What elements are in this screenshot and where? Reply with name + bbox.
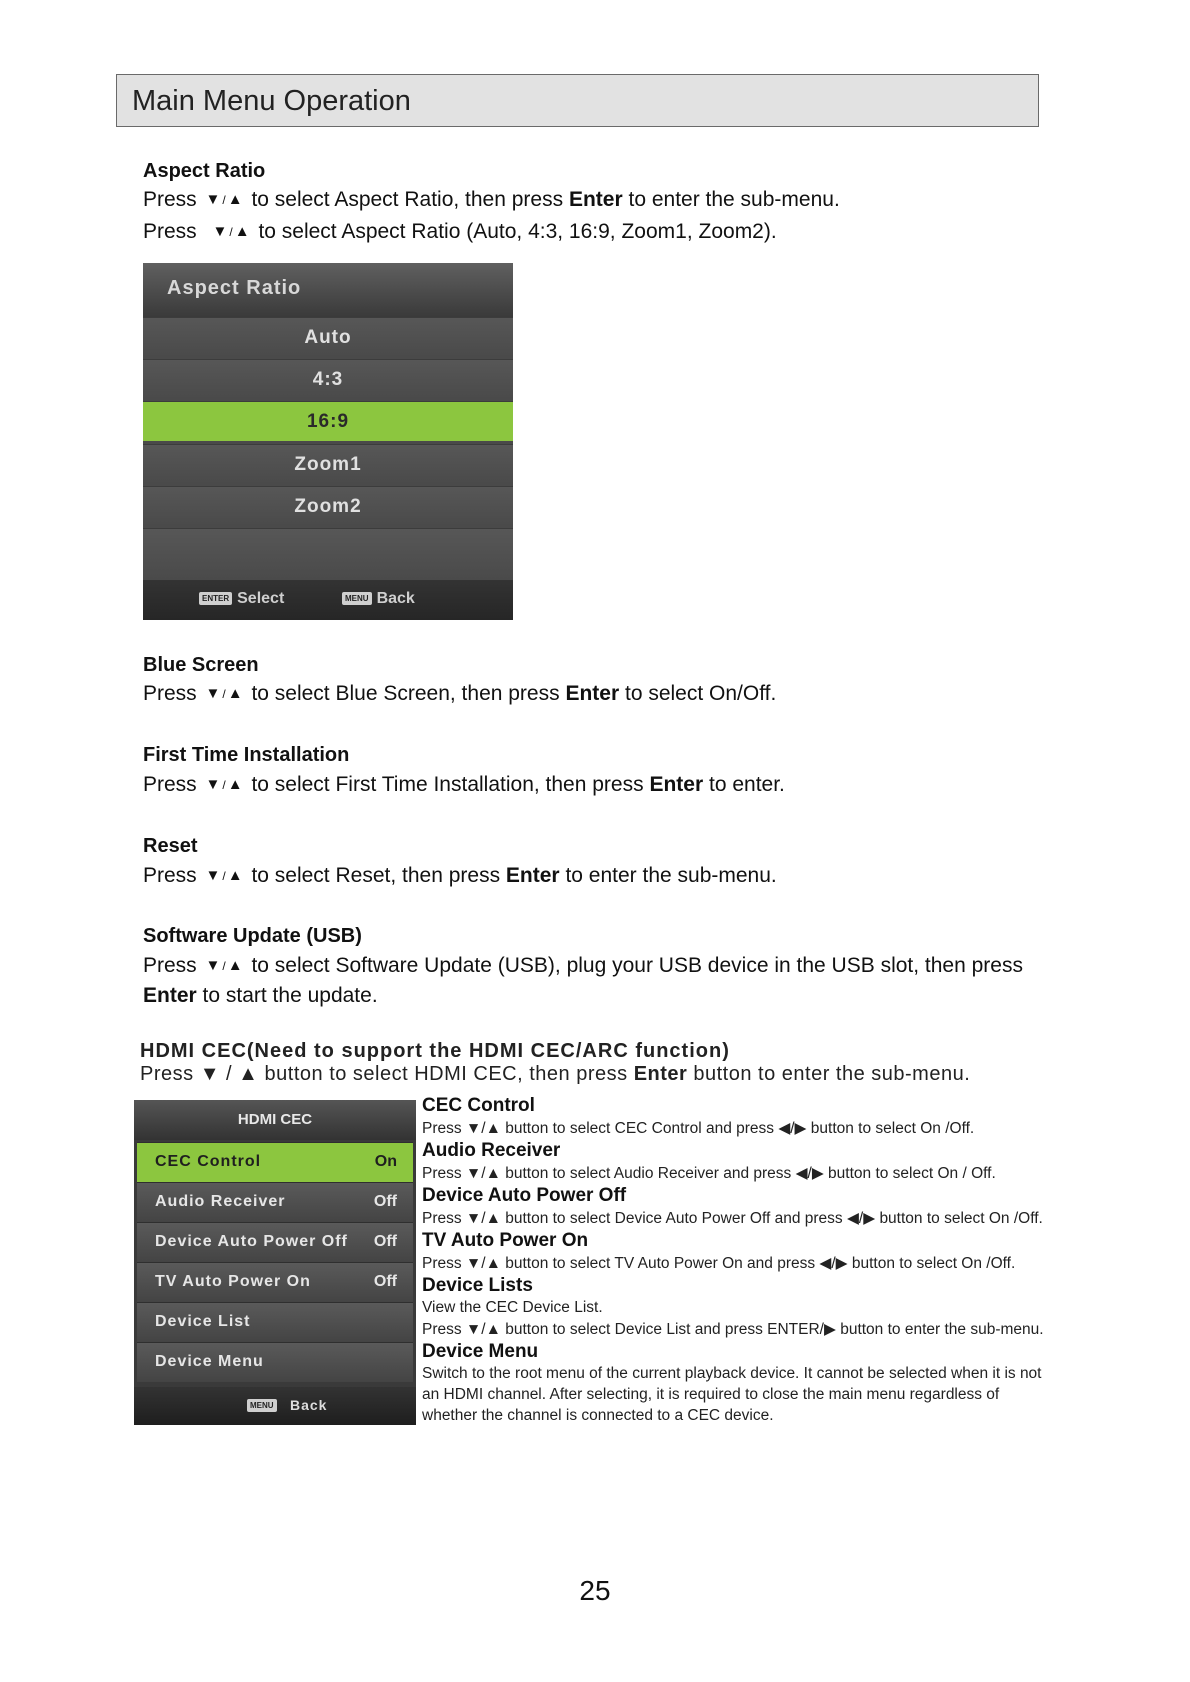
down-up-arrows-icon: ▼ / ▲ [199,1063,259,1085]
down-up-arrows-icon: ▼ / ▲ [205,776,243,793]
aspect-option-4-3[interactable]: 4:3 [143,359,513,399]
device-menu-desc-3: whether the channel is connected to a CEC device. [422,1407,774,1424]
tv-auto-power-on-title: TV Auto Power On [422,1230,589,1251]
hdmi-cec-menu-footer [134,1387,416,1425]
hdmi-cec-menu [134,1100,416,1425]
down-up-arrows-icon: ▼ / ▲ [212,223,250,240]
hdmi-cec-intro: Press ▼ / ▲ button to select HDMI CEC, then press Enter button to enter the sub-menu. [140,1063,971,1085]
cec-row-cec-control[interactable]: CEC Control On [137,1142,413,1182]
software-update-text-2: Enter to start the update. [143,984,378,1007]
device-auto-power-off-title: Device Auto Power Off [422,1185,627,1206]
blue-screen-heading: Blue Screen [143,654,259,676]
menu-key-icon: MENU [247,1399,277,1412]
cec-control-title: CEC Control [422,1095,535,1116]
hdmi-cec-menu-title: HDMI CEC [237,1111,313,1128]
audio-receiver-value: Off [373,1193,397,1210]
down-up-arrows-icon: ▼ / ▲ [205,957,243,974]
page-title-bar [116,74,1039,127]
cec-row-device-auto-power-off[interactable]: Device Auto Power Off Off [137,1222,413,1262]
down-up-arrows-icon: ▼ / ▲ [205,867,243,884]
audio-receiver-desc: Press ▼/▲ button to select Audio Receiver and press ◀/▶ button to select On / Off. [422,1165,996,1182]
enter-key-icon: ENTER [199,592,232,605]
menu-back-hint: MENU Back [342,590,415,608]
cec-row-device-menu[interactable]: Device Menu [137,1342,413,1382]
cec-row-tv-auto-power-on[interactable]: TV Auto Power On Off [137,1262,413,1302]
menu-key-icon: MENU [342,592,372,605]
cec-control-desc: Press ▼/▲ button to select CEC Control and press ◀/▶ button to select On /Off. [422,1120,975,1137]
cec-row-audio-receiver[interactable]: Audio Receiver Off [137,1182,413,1222]
device-lists-desc-1: View the CEC Device List. [422,1299,603,1316]
aspect-ratio-line1: Press ▼ / ▲ to select Aspect Ratio, then press Enter to enter the sub-menu. [143,188,840,211]
aspect-ratio-menu-title: Aspect Ratio [167,277,302,299]
aspect-option-zoom1[interactable]: Zoom1 [143,444,513,484]
aspect-option-zoom2[interactable]: Zoom2 [143,486,513,526]
reset-text: Press ▼ / ▲ to select Reset, then press Enter to enter the sub-menu. [143,864,777,887]
page-title: Main Menu Operation [132,85,411,117]
enter-select-hint: ENTER Select [199,590,284,608]
device-lists-desc-2: Press ▼/▲ button to select Device List and press ENTER/▶ button to enter the sub-menu. [422,1321,1044,1338]
aspect-ratio-heading: Aspect Ratio [143,160,266,182]
hdmi-cec-menu-header [134,1100,416,1140]
cec-row-device-list[interactable]: Device List [137,1302,413,1342]
tv-auto-power-on-value: Off [373,1273,397,1290]
device-lists-title: Device Lists [422,1275,533,1296]
aspect-empty-row [143,528,513,580]
device-menu-desc-1: Switch to the root menu of the current playback device. It cannot be selected when it is not [422,1365,1042,1382]
reset-heading: Reset [143,835,198,857]
first-time-text: Press ▼ / ▲ to select First Time Installation, then press Enter to enter. [143,773,785,796]
software-update-heading: Software Update (USB) [143,925,362,947]
cec-control-value: On [374,1153,397,1170]
tv-auto-power-on-desc: Press ▼/▲ button to select TV Auto Power On and press ◀/▶ button to select On /Off. [422,1255,1016,1272]
down-up-arrows-icon: ▼ / ▲ [205,191,243,208]
device-menu-title: Device Menu [422,1341,539,1362]
aspect-ratio-menu [143,263,513,620]
aspect-ratio-line2: Press ▼ / ▲ to select Aspect Ratio (Auto, 4:3, 16:9, Zoom1, Zoom2). [143,220,777,243]
press-word: Press [143,188,197,211]
device-auto-power-off-value: Off [373,1233,397,1250]
blue-screen-text: Press ▼ / ▲ to select Blue Screen, then press Enter to select On/Off. [143,682,777,705]
down-up-arrows-icon: ▼ / ▲ [205,685,243,702]
aspect-option-16-9[interactable]: 16:9 [143,401,513,441]
device-menu-desc-2: an HDMI channel. After selecting, it is required to close the main menu regardless of [422,1386,1000,1403]
device-auto-power-off-desc: Press ▼/▲ button to select Device Auto Power Off and press ◀/▶ button to select On /Off. [422,1210,1043,1227]
software-update-text: Press ▼ / ▲ to select Software Update (USB), plug your USB device in the USB slot, then press [143,954,1023,977]
hdmi-cec-heading: HDMI CEC(Need to support the HDMI CEC/ARC function) [140,1040,730,1062]
aspect-ratio-menu-footer [143,580,513,620]
aspect-ratio-menu-header [143,263,513,317]
back-label: Back [290,1397,328,1413]
aspect-option-auto[interactable]: Auto [143,317,513,357]
page-number: 25 [579,1575,611,1606]
audio-receiver-title: Audio Receiver [422,1140,561,1161]
first-time-heading: First Time Installation [143,744,350,766]
